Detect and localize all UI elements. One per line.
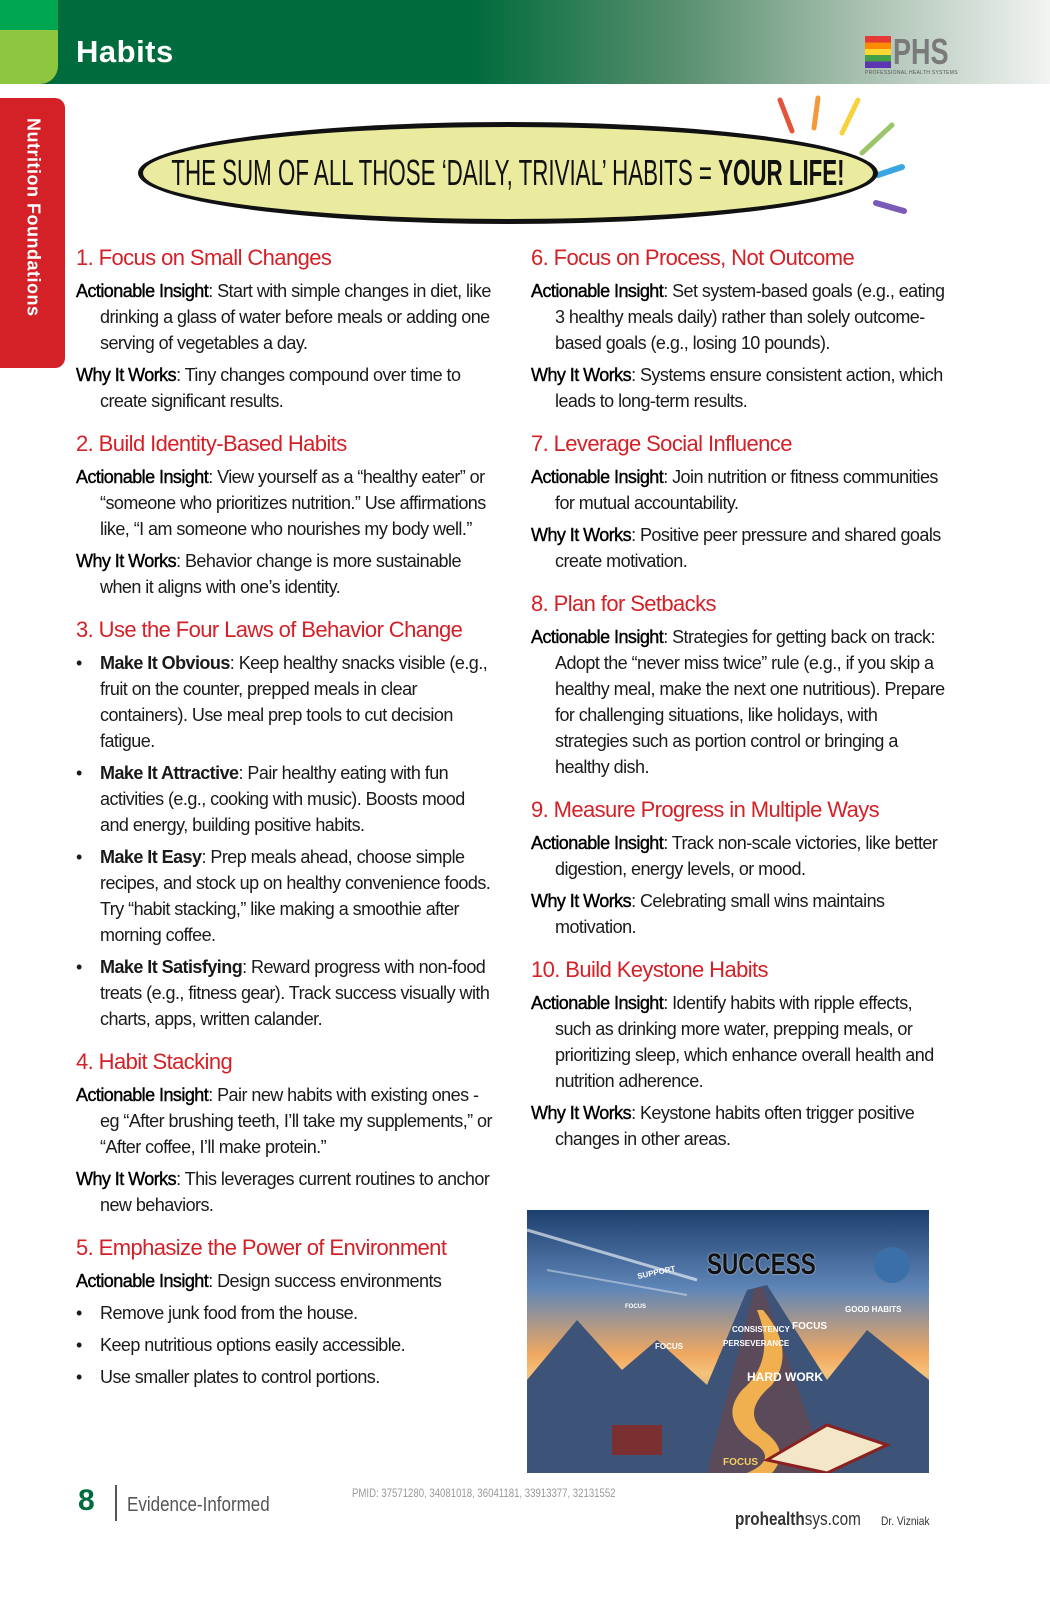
text: sys.com — [804, 1509, 861, 1529]
text: : Set system-based goals (e.g., eating 3 healthy meals daily) rather than solely outcome-based goals (e.g., losing 10 pounds). — [555, 281, 945, 353]
label-text: Why It Works — [531, 525, 632, 545]
text — [531, 624, 951, 780]
text: : Identify habits with ripple effects, such as drinking more water, prepping meals, or prioritizing sleep, which enhance overall health and nutrition adherence. — [555, 993, 934, 1091]
text: : Track non-scale victories, like better digestion, energy levels, or mood. — [555, 833, 938, 879]
text — [531, 990, 951, 1094]
list-item: • Remove junk food from the house. — [76, 1300, 496, 1326]
text — [531, 362, 951, 414]
text: : Behavior change is more sustainable when it aligns with one’s identity. — [100, 551, 461, 597]
text — [531, 888, 951, 940]
section-heading: 2. Build Identity-Based Habits — [76, 431, 347, 456]
label-text: Why It Works — [76, 551, 177, 571]
text: : Tiny changes compound over time to create significant results. — [100, 365, 461, 411]
footer-section-label: Evidence-Informed — [127, 1494, 270, 1516]
text: SUPPORT — [636, 1264, 677, 1281]
section-habit-stacking — [76, 1048, 496, 1218]
text — [874, 1247, 910, 1283]
left-column — [76, 244, 496, 1406]
text: FOCUS — [655, 1342, 683, 1351]
text — [531, 1100, 951, 1152]
section-identity-habits — [76, 430, 496, 600]
label-text: Actionable Insight — [531, 993, 664, 1013]
text: THE SUM OF ALL THOSE ‘DAILY, TRIVIAL’ HABITS = — [171, 152, 719, 193]
text — [531, 464, 951, 516]
text: : Systems ensure consistent action, which leads to long-term results. — [555, 365, 943, 411]
text — [171, 152, 844, 194]
phs-logo — [865, 31, 967, 76]
list-item: • Keep nutritious options easily accessible. — [76, 1332, 496, 1358]
pmid-references: PMID: 37571280, 34081018, 36041181, 33913377, 32131552 — [352, 1486, 616, 1500]
text — [76, 1082, 496, 1160]
footer-divider — [115, 1485, 117, 1521]
text: FOCUS — [723, 1457, 758, 1468]
text: GOOD HABITS — [845, 1305, 902, 1314]
text: PERSEVERANCE — [723, 1339, 790, 1348]
list-item: • Use smaller plates to control portions. — [76, 1364, 496, 1390]
text — [876, 203, 904, 211]
text: PHS — [893, 31, 949, 72]
section-heading: 5. Emphasize the Power of Environment — [76, 1235, 447, 1260]
text: : Keep healthy snacks visible (e.g., fruit on the counter, prepped meals in clear containers). Use meal prep tools to cut decision fatigue. — [100, 653, 488, 751]
section-heading: 9. Measure Progress in Multiple Ways — [531, 797, 880, 822]
text: FOCUS — [792, 1321, 827, 1332]
website-link[interactable] — [735, 1509, 861, 1530]
text: : Start with simple changes in diet, like drinking a glass of water before meals or adding one serving of vegetables a day. — [100, 281, 491, 353]
section-heading: 1. Focus on Small Changes — [76, 245, 332, 270]
label-text: Actionable Insight — [531, 281, 664, 301]
text: : Prep meals ahead, choose simple recipes, and stock up on healthy convenience foods. Try “habit stacking,” like making a smoothie after morning coffee. — [100, 847, 491, 945]
text: : Strategies for getting back on track: Adopt the “never miss twice” rule (e.g., if you skip a healthy meal, make the next one nutritious). Prepare for challenging situations, like holidays, with strategies such as portion control or bringing a healthy dish. — [555, 627, 945, 777]
label-text: Actionable Insight — [76, 1271, 209, 1291]
page-number: 8 — [78, 1484, 95, 1517]
right-column — [531, 244, 951, 1168]
text: : Design success environments — [208, 1271, 442, 1291]
logo-flag-icon — [865, 36, 891, 68]
section-keystone — [531, 956, 951, 1152]
section-heading: 6. Focus on Process, Not Outcome — [531, 245, 855, 270]
text — [531, 522, 951, 574]
label-text: Why It Works — [76, 365, 177, 385]
label-text: Actionable Insight — [531, 627, 664, 647]
text — [76, 548, 496, 600]
section-environment — [76, 1234, 496, 1390]
section-small-changes — [76, 244, 496, 414]
text — [814, 98, 818, 128]
section-process — [531, 244, 951, 414]
text: CONSISTENCY — [732, 1325, 790, 1334]
section-social — [531, 430, 951, 574]
text — [531, 278, 951, 356]
text — [862, 125, 892, 153]
label-text: YOUR LIFE! — [718, 152, 845, 193]
text — [842, 100, 858, 133]
page-title: Habits — [76, 34, 174, 69]
label-text: Why It Works — [531, 365, 632, 385]
text — [76, 464, 496, 542]
header-corner-accent — [0, 0, 58, 84]
label-text: Make It Easy — [100, 847, 202, 867]
text: : Pair healthy eating with fun activities (e.g., cooking with music). Boosts mood and energy, building positive habits. — [100, 763, 465, 835]
text: : This leverages current routines to anchor new behaviors. — [100, 1169, 490, 1215]
section-measure-progress — [531, 796, 951, 940]
label-text: Make It Attractive — [100, 763, 239, 783]
text: PROFESSIONAL HEALTH SYSTEMS — [865, 70, 958, 76]
label-text: Why It Works — [531, 1103, 632, 1123]
text — [76, 362, 496, 414]
text — [0, 0, 58, 30]
section-heading: 3. Use the Four Laws of Behavior Change — [76, 617, 463, 642]
section-four-laws — [76, 616, 496, 1032]
label-text: Actionable Insight — [76, 467, 209, 487]
success-mountain-illustration — [527, 1210, 929, 1473]
label-text: Actionable Insight — [76, 281, 209, 301]
text: : Join nutrition or fitness communities for mutual accountability. — [555, 467, 938, 513]
label-text: Actionable Insight — [531, 467, 664, 487]
text: : Pair new habits with existing ones - eg “After brushing teeth, I’ll take my supplements,” or “After coffee, I’ll make protein.” — [100, 1085, 492, 1157]
section-heading: 10. Build Keystone Habits — [531, 957, 768, 982]
section-heading: 7. Leverage Social Influence — [531, 431, 792, 456]
text — [780, 100, 792, 131]
list-item — [76, 954, 496, 1032]
text: : Reward progress with non-food treats (e.g., fitness gear). Track success visually with charts, apps, written calander. — [100, 957, 490, 1029]
side-tab-nutrition-foundations — [0, 98, 65, 368]
text: : Keystone habits often trigger positive changes in other areas. — [555, 1103, 915, 1149]
text: : Positive peer pressure and shared goals create motivation. — [555, 525, 941, 571]
label-text: Actionable Insight — [531, 833, 664, 853]
label-text: Actionable Insight — [76, 1085, 209, 1105]
page-header — [0, 0, 1050, 84]
section-setbacks — [531, 590, 951, 780]
list-item — [76, 650, 496, 754]
text: : Celebrating small wins maintains motivation. — [555, 891, 885, 937]
label-text: prohealth — [735, 1509, 805, 1529]
section-heading: 4. Habit Stacking — [76, 1049, 233, 1074]
text — [531, 830, 951, 882]
text: Nutrition Foundations — [23, 118, 44, 317]
author-name: Dr. Vizniak — [881, 1514, 930, 1528]
label-text: Why It Works — [531, 891, 632, 911]
label-text: Why It Works — [76, 1169, 177, 1189]
text — [878, 167, 902, 175]
text: : View yourself as a “healthy eater” or “someone who prioritizes nutrition.” Use affirmations like, “I am someone who nourishes my body well.” — [100, 467, 486, 539]
text: HARD WORK — [747, 1370, 823, 1384]
headline-banner — [138, 122, 878, 224]
list-item — [76, 760, 496, 838]
text — [76, 1166, 496, 1218]
text — [612, 1425, 662, 1455]
text — [76, 1268, 496, 1294]
label-text: Make It Obvious — [100, 653, 230, 673]
text: SUCCESS — [707, 1248, 816, 1281]
label-text: Make It Satisfying — [100, 957, 243, 977]
section-heading: 8. Plan for Setbacks — [531, 591, 716, 616]
text: FOCUS — [625, 1304, 646, 1310]
text — [76, 278, 496, 356]
list-item — [76, 844, 496, 948]
